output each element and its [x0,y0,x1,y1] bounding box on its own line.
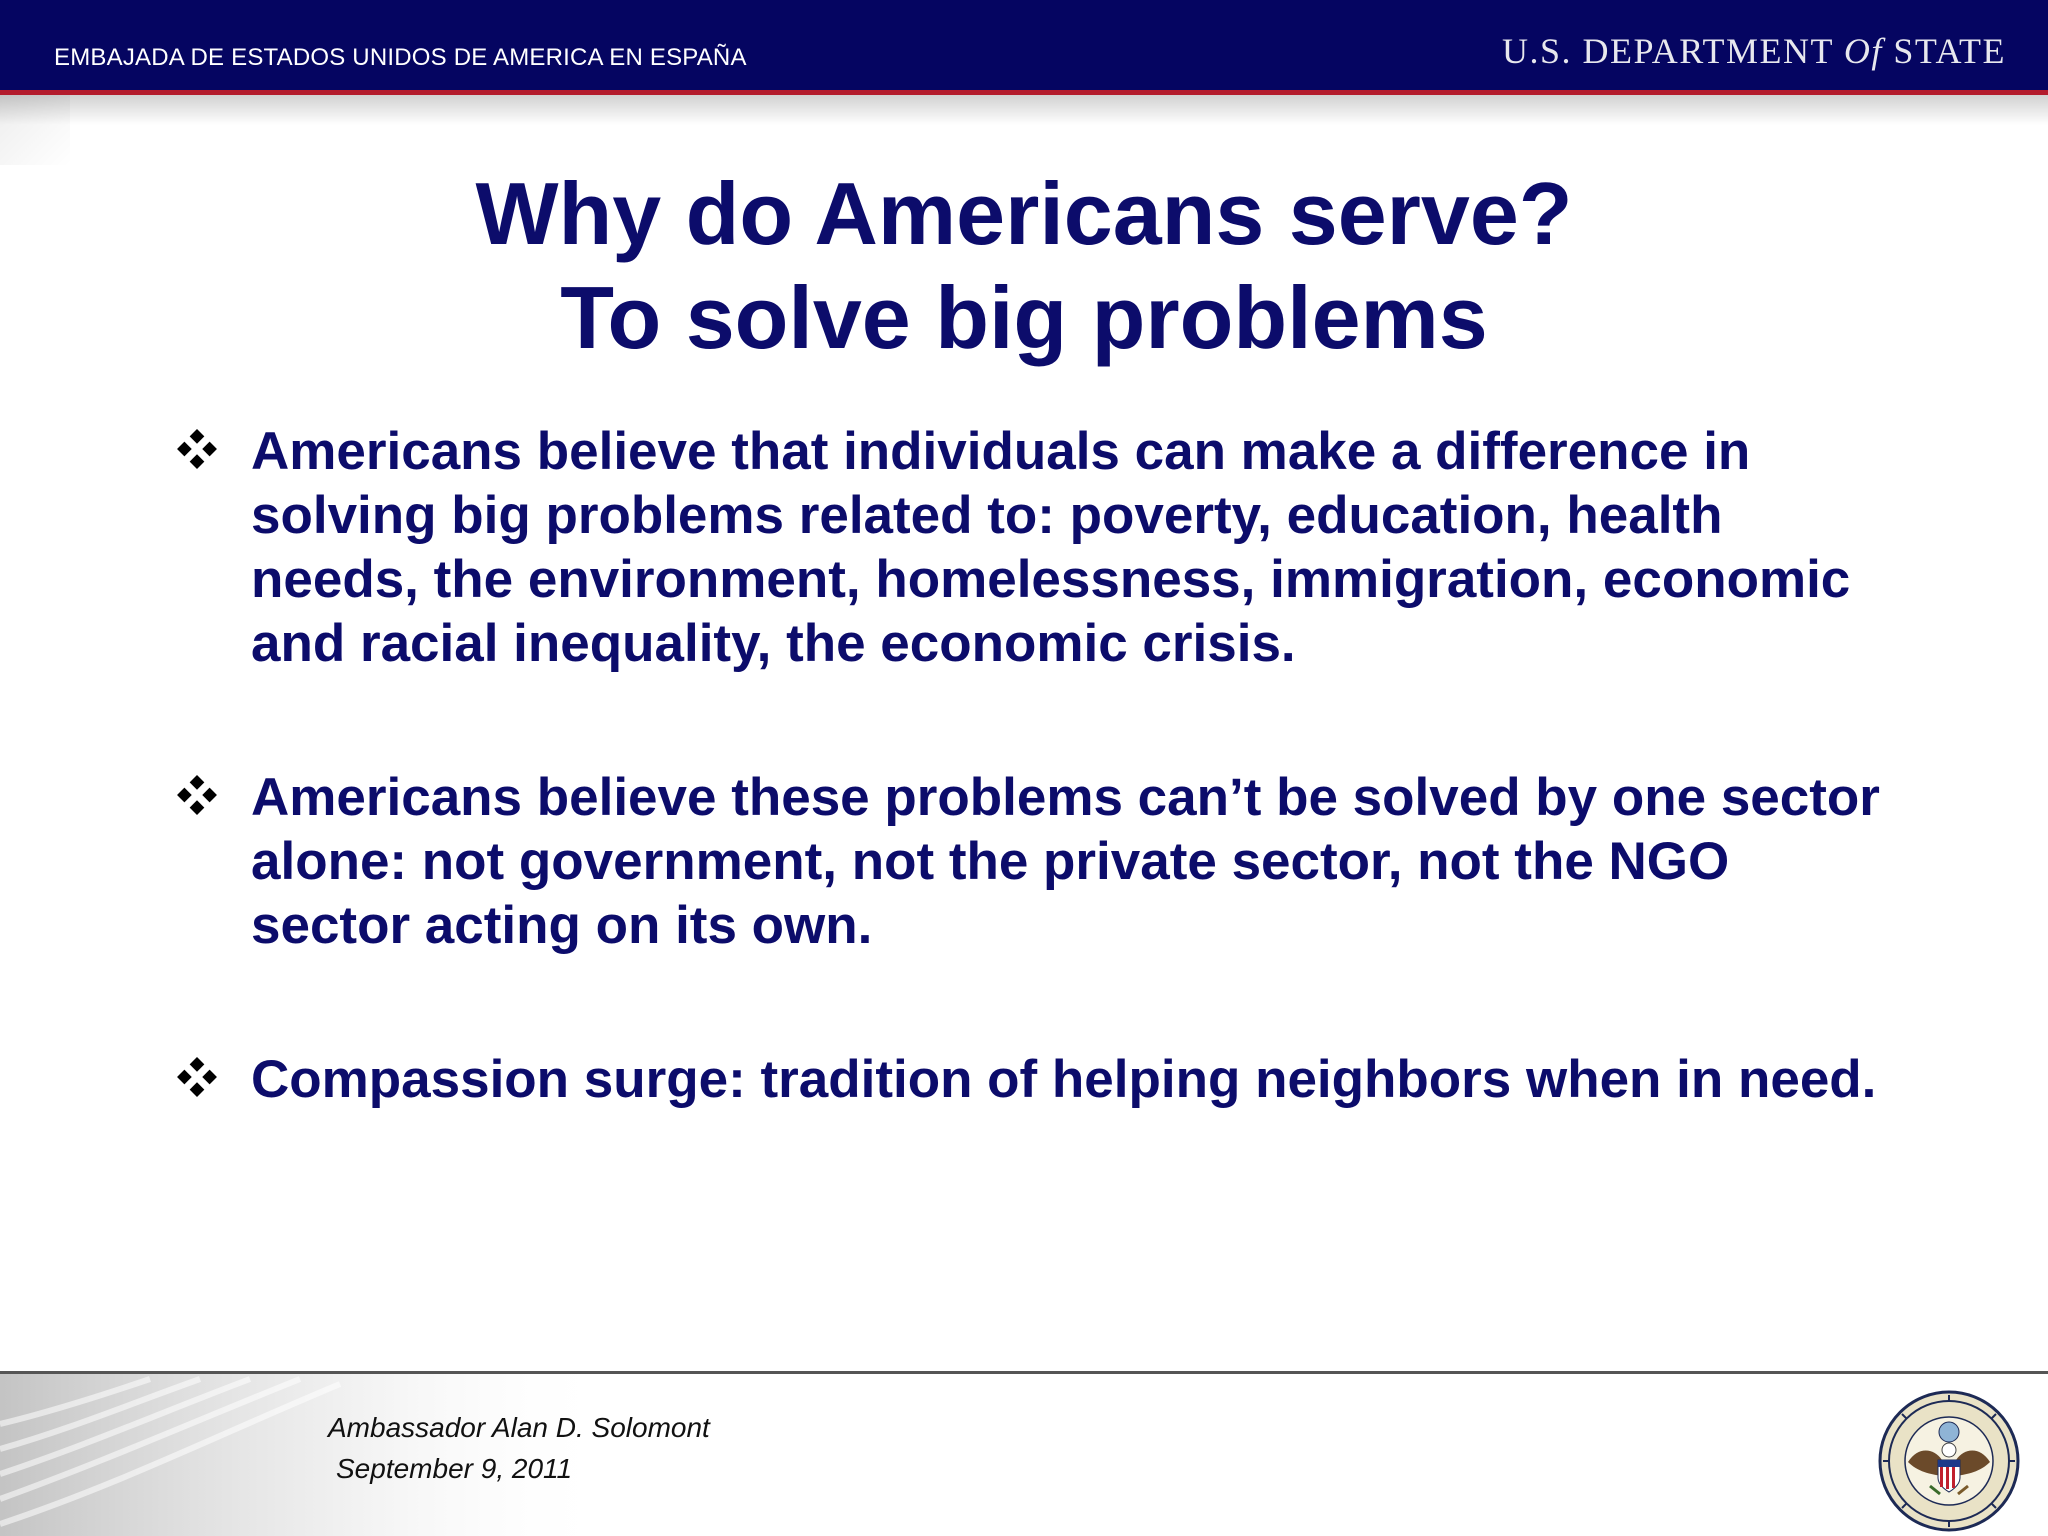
slide-title [0,162,2048,370]
dept-name-part2: STATE [1882,31,2006,71]
department-of-state-seal-icon [1878,1390,2020,1532]
bullet-item-3 [176,1048,1896,1112]
four-diamond-bullet-icon [176,1056,218,1098]
footer-wave-decoration [0,1374,2048,1536]
bullet-text-1: Americans believe that individuals can make a difference in solving big problems related to: poverty, education, health needs, the environment, homelessness, immigration, economic and racial inequality, the economic crisis. [251,422,1851,673]
title-line-2: To solve big problems [560,268,1488,367]
four-diamond-bullet-icon [176,428,218,470]
bullet-text-3: Compassion surge: tradition of helping neighbors when in need. [251,1050,1877,1109]
title-line-1: Why do Americans serve? [475,164,1573,263]
bullet-list [176,420,1896,1112]
embassy-name: EMBAJADA DE ESTADOS UNIDOS DE AMERICA EN ESPAÑA [54,44,747,71]
header-banner [0,0,2048,90]
footer-date: September 9, 2011 [336,1453,573,1484]
dept-name-of: Of [1843,31,1883,71]
bullet-item-1 [176,420,1896,676]
bullet-item-2 [176,766,1896,958]
bullet-text-2: Americans believe these problems can’t be solved by one sector alone: not government, not the private sector, not the NGO sector acting on its own. [251,768,1880,955]
dept-name-part1: U.S. DEPARTMENT [1501,31,1844,71]
four-diamond-bullet-icon [176,774,218,816]
department-of-state-wordmark [1502,30,2006,72]
header-shadow [0,95,2048,125]
footer-author: Ambassador Alan D. Solomont [328,1412,710,1443]
corner-shade [0,95,70,165]
